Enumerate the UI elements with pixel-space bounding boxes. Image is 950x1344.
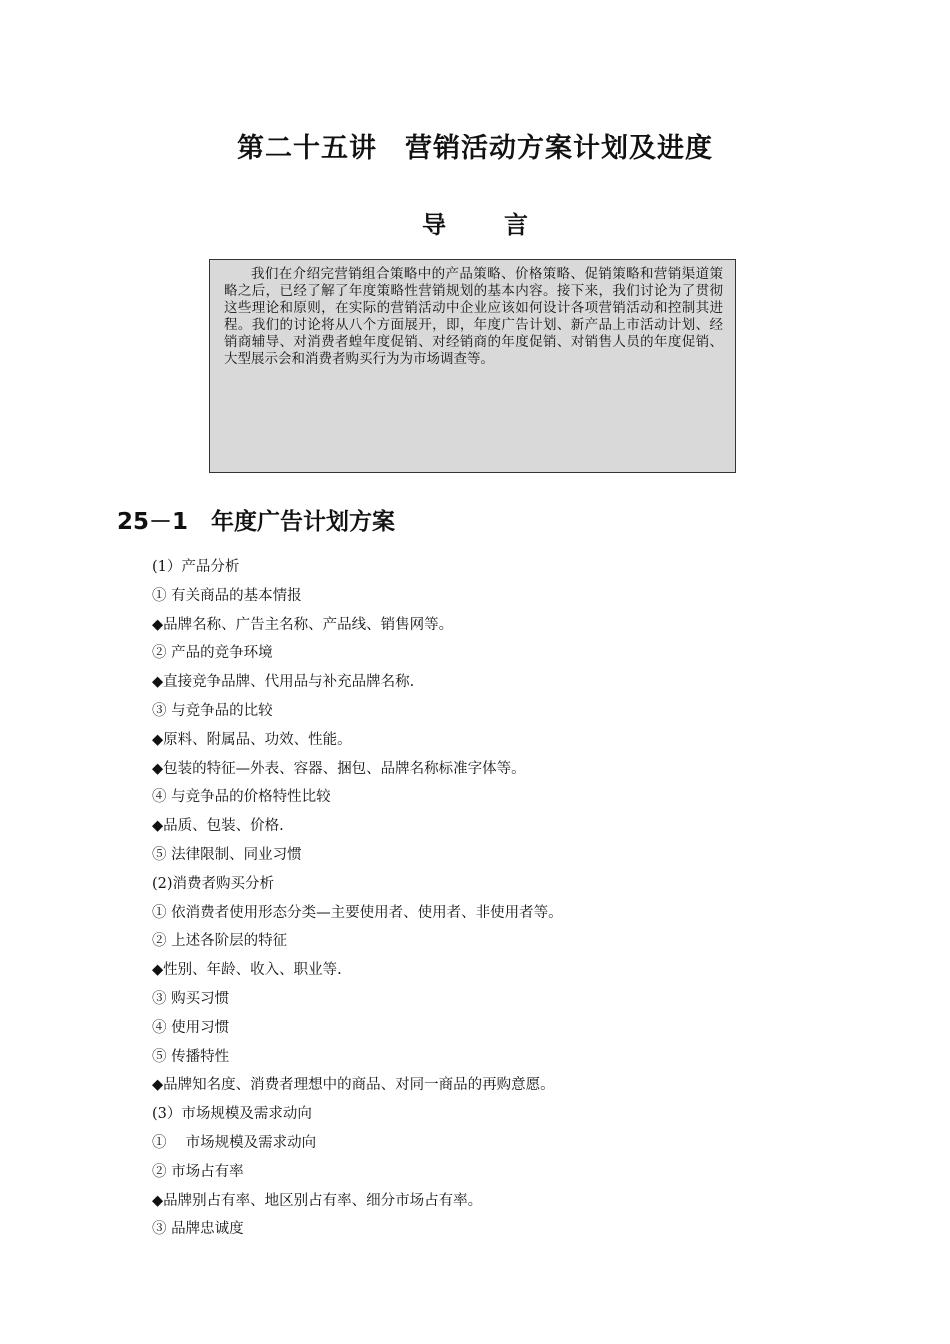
intro-box — [209, 259, 736, 473]
outline-line: ⑤ 法律限制、同业习惯 — [152, 846, 302, 863]
outline-line: ④ 使用习惯 — [152, 1019, 230, 1036]
outline-line: ② 市场占有率 — [152, 1163, 244, 1180]
intro-heading: 导言 — [422, 211, 586, 239]
outline-line: ① 有关商品的基本情报 — [152, 587, 302, 604]
outline-line: (2)消费者购买分析 — [152, 875, 275, 892]
outline-line: ② 上述各阶层的特征 — [152, 933, 288, 950]
page-title: 第二十五讲 营销活动方案计划及进度 — [237, 133, 713, 164]
outline-line: ◆品质、包装、价格. — [152, 818, 284, 835]
outline-line: ◆品牌名称、广告主名称、产品线、销售网等。 — [152, 616, 454, 633]
outline-line: ① 市场规模及需求动向 — [152, 1134, 317, 1151]
intro-body: 我们在介绍完营销组合策略中的产品策略、价格策略、促销策略和营销渠道策略之后，已经了解了年度策略性营销规划的基本内容。接下来，我们讨论为了贯彻这些理论和原则，在实际的营销活动中企业应该如何设计各项营销活动和控制其进程。我们的讨论将从八个方面展开，即，年度广告计划、新产品上市活动计划、经销商辅导、对消费者蝗年度促销、对经销商的年度促销、对销售人员的年度促销、大型展示会和消费者购买行为为市场调查等。 — [224, 266, 723, 367]
outline-line: ◆原料、附属品、功效、性能。 — [152, 731, 352, 748]
outline-line: ③ 品牌忠诚度 — [152, 1221, 244, 1238]
outline-line: ◆品牌别占有率、地区别占有率、细分市场占有率。 — [152, 1192, 483, 1209]
outline-line: ◆性别、年龄、收入、职业等. — [152, 962, 342, 979]
outline-line: ③ 与竞争品的比较 — [152, 702, 273, 719]
outline-line: ① 依消费者使用形态分类—主要使用者、使用者、非使用者等。 — [152, 904, 563, 921]
outline-line: ④ 与竞争品的价格特性比较 — [152, 789, 331, 806]
section-heading: 25－1 年度广告计划方案 — [117, 509, 396, 535]
outline-list — [152, 553, 852, 1244]
outline-line: ◆直接竞争品牌、代用品与补充品牌名称. — [152, 674, 415, 691]
outline-line: ⑤ 传播特性 — [152, 1048, 230, 1065]
outline-line: (3）市场规模及需求动向 — [152, 1106, 312, 1123]
outline-line: ◆品牌知名度、消费者理想中的商品、对同一商品的再购意愿。 — [152, 1077, 555, 1094]
outline-line: (1）产品分析 — [152, 559, 240, 575]
outline-line: ◆包装的特征—外表、容器、捆包、品牌名称标准字体等。 — [152, 760, 526, 777]
outline-line: ② 产品的竞争环境 — [152, 645, 273, 662]
outline-line: ③ 购买习惯 — [152, 990, 230, 1007]
